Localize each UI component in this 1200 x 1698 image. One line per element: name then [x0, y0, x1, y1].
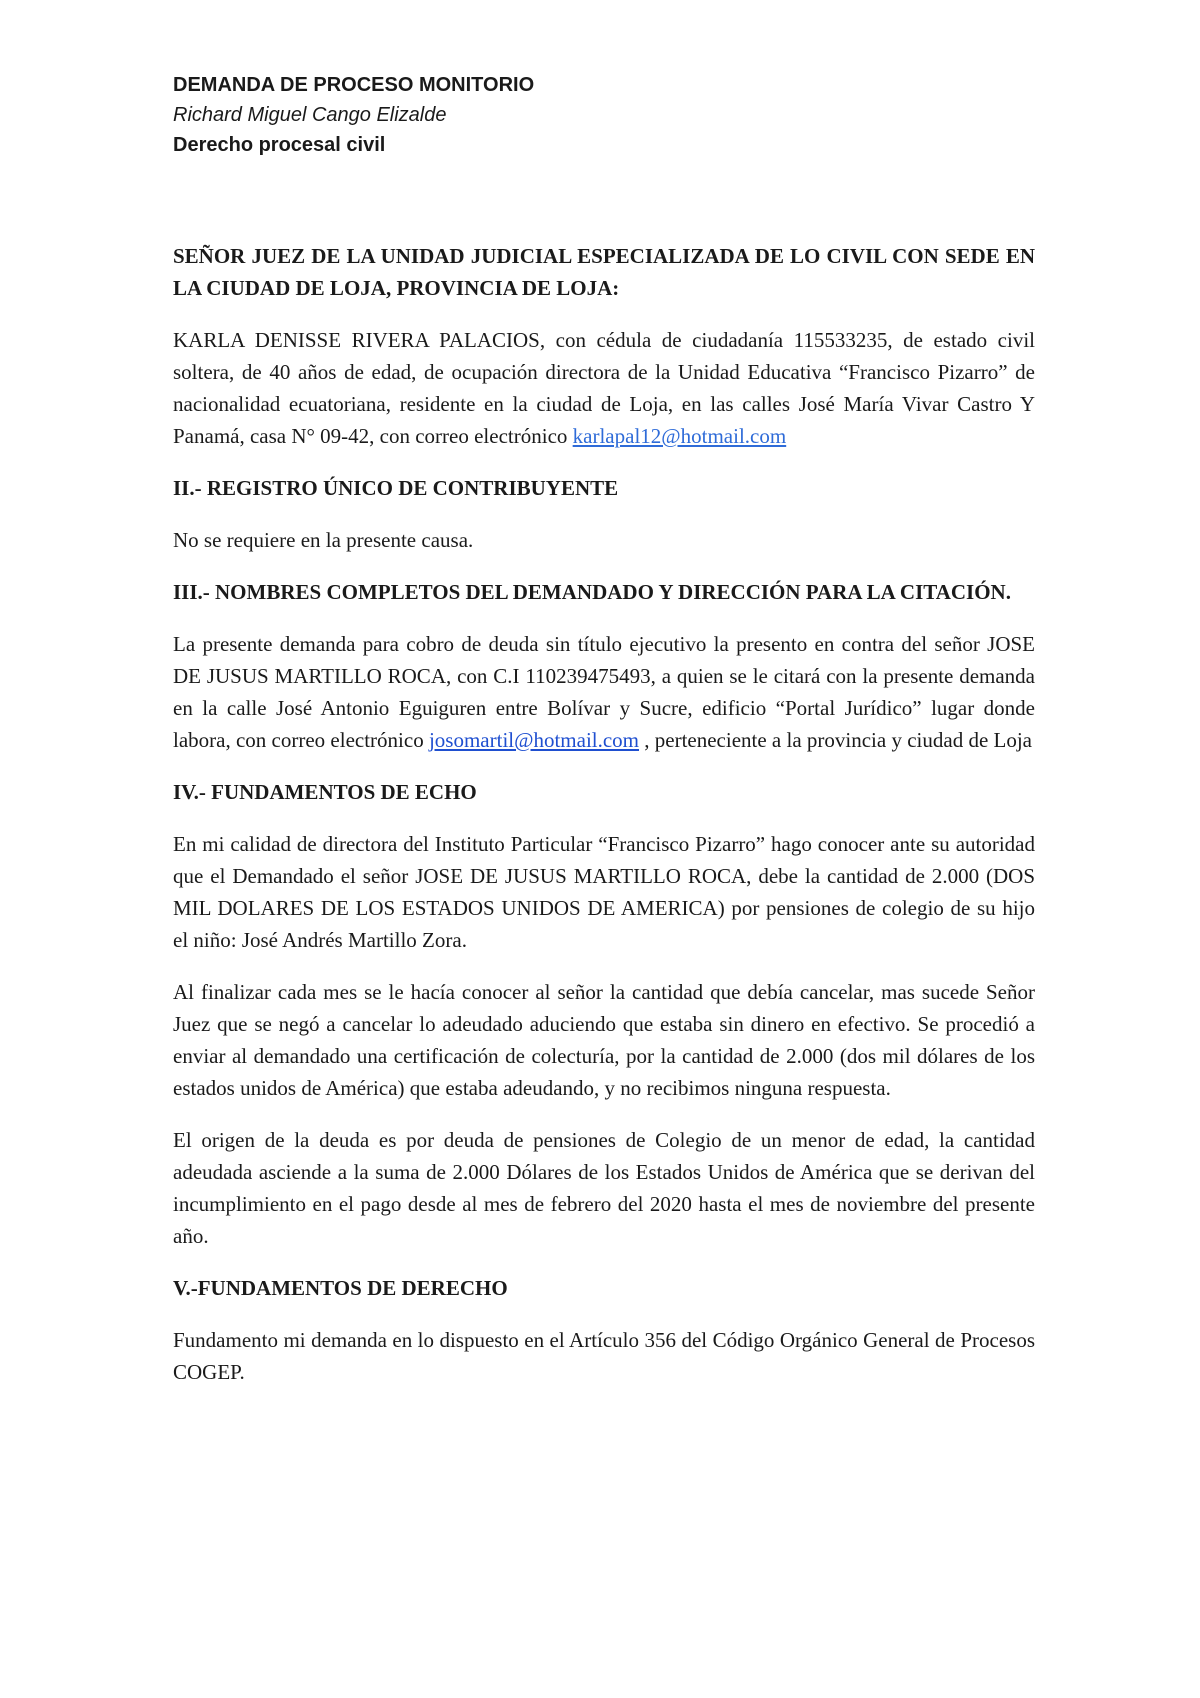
section2-text: No se requiere en la presente causa. [173, 528, 474, 552]
section4-paragraph: Al finalizar cada mes se le hacía conocer al señor la cantidad que debía cancelar, mas sucede Señor Juez que se negó a cancelar lo adeudado aduciendo que estaba sin dinero en efectivo. Se procedió a enviar al demandado una certificación de colecturía, por la cantidad de 2.000 (dos mil dólares de los estados unidos de América) que estaba adeudando, y no recibimos ninguna respuesta. [173, 980, 1035, 1100]
section5-text: Fundamento mi demanda en lo dispuesto en el Artículo 356 del Código Orgánico General de Procesos COGEP. [173, 1328, 1035, 1384]
plaintiff-paragraph [173, 324, 1035, 452]
document-body [173, 240, 1035, 1408]
plaintiff-text: KARLA DENISSE RIVERA PALACIOS, con cédula de ciudadanía 115533235, de estado civil soltera, de 40 años de edad, de ocupación directora de la Unidad Educativa “Francisco Pizarro” de nacionalidad ecuatoriana, residente en la ciudad de Loja, en las calles José María Vivar Castro Y Panamá, casa N° 09-42, con correo electrónico [173, 328, 1035, 448]
defendant-email-link[interactable]: josomartil@hotmail.com [428, 728, 640, 752]
document-author: Richard Miguel Cango Elizalde [173, 104, 447, 126]
section3-text-after: , perteneciente a la provincia y ciudad de Loja [644, 728, 1032, 752]
plaintiff-email-link[interactable]: karlapal12@hotmail.com [572, 424, 787, 448]
section3-paragraph [173, 628, 1035, 756]
section3-heading: III.- NOMBRES COMPLETOS DEL DEMANDADO Y DIRECCIÓN PARA LA CITACIÓN. [173, 580, 1011, 604]
section4-heading: IV.- FUNDAMENTOS DE ECHO [173, 780, 477, 804]
document-header [173, 70, 1033, 160]
addressee-heading: SEÑOR JUEZ DE LA UNIDAD JUDICIAL ESPECIALIZADA DE LO CIVIL CON SEDE EN LA CIUDAD DE LOJA, PROVINCIA DE LOJA: [173, 244, 1035, 300]
document-title: DEMANDA DE PROCESO MONITORIO [173, 74, 535, 96]
section2-heading: II.- REGISTRO ÚNICO DE CONTRIBUYENTE [173, 476, 619, 500]
section3-text: La presente demanda para cobro de deuda sin título ejecutivo la presento en contra del señor JOSE DE JUSUS MARTILLO ROCA, con C.I 110239475493, a quien se le citará con la presente demanda en la calle José Antonio Eguiguren entre Bolívar y Sucre, edificio “Portal Jurídico” lugar donde labora, con correo electrónico [173, 632, 1035, 752]
section4-paragraph: En mi calidad de directora del Instituto Particular “Francisco Pizarro” hago conocer ante su autoridad que el Demandado el señor JOSE DE JUSUS MARTILLO ROCA, debe la cantidad de 2.000 (DOS MIL DOLARES DE LOS ESTADOS UNIDOS DE AMERICA) por pensiones de colegio de su hijo el niño: José Andrés Martillo Zora. [173, 832, 1035, 952]
section4-paragraph: El origen de la deuda es por deuda de pensiones de Colegio de un menor de edad, la cantidad adeudada asciende a la suma de 2.000 Dólares de los Estados Unidos de América que se derivan del incumplimiento en el pago desde al mes de febrero del 2020 hasta el mes de noviembre del presente año. [173, 1128, 1035, 1248]
section5-heading: V.-FUNDAMENTOS DE DERECHO [173, 1276, 508, 1300]
document-subject: Derecho procesal civil [173, 134, 386, 156]
